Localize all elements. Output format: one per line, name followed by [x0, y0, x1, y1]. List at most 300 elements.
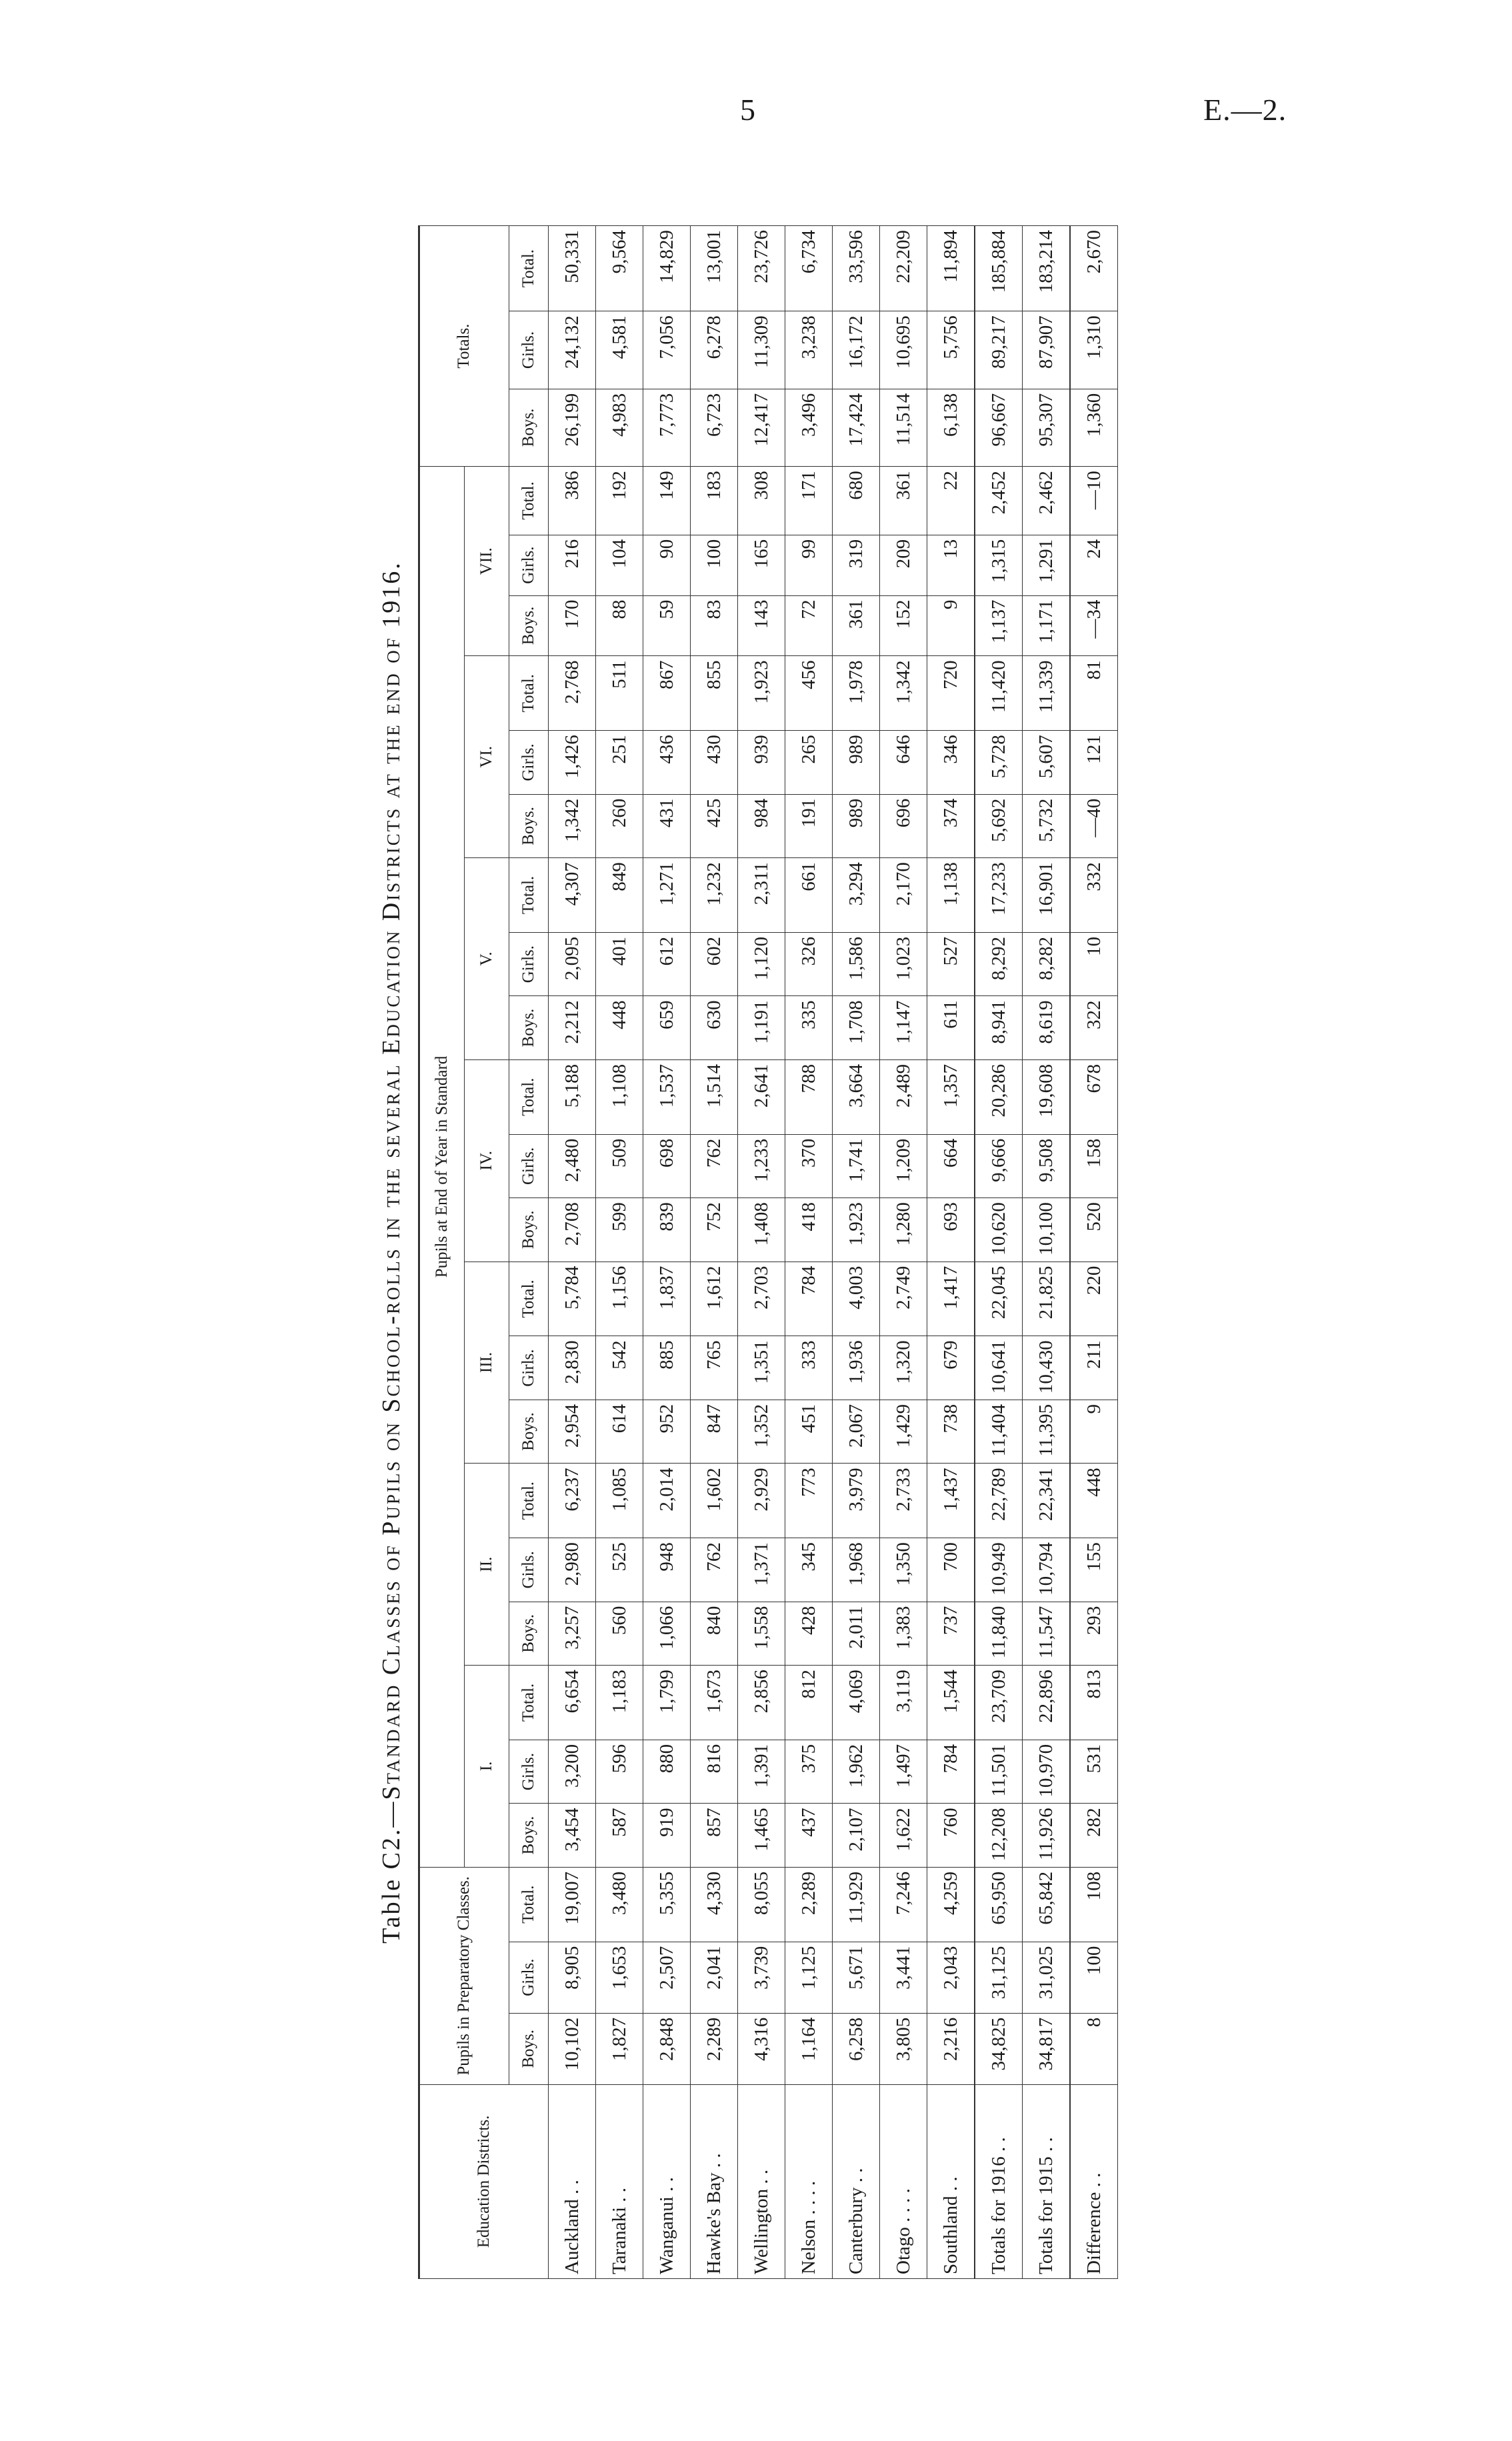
cell-total: 7,246: [880, 1867, 927, 1942]
document-code: E.—2.: [1203, 93, 1287, 127]
cell-girls: 1,653: [596, 1942, 643, 2013]
cell-boys: 10,102: [549, 2013, 596, 2084]
subheader-girls: Girls.: [509, 1942, 549, 2013]
cell-boys: 840: [691, 1602, 738, 1665]
cell-boys: 437: [785, 1804, 833, 1867]
cell-total: 2,462: [1023, 467, 1071, 535]
leader-dots: . .: [655, 2177, 677, 2197]
subheader-girls: Girls.: [509, 1134, 549, 1197]
cell-total: 3,294: [833, 858, 880, 933]
cell-total: 2,641: [738, 1059, 785, 1134]
cell-girls: 2,980: [549, 1538, 596, 1602]
cell-girls: 612: [643, 932, 691, 995]
cell-total: 1,357: [927, 1059, 975, 1134]
cell-girls: 11,309: [738, 311, 785, 389]
cell-boys: 2,107: [833, 1804, 880, 1867]
cell-total: 855: [691, 656, 738, 731]
cell-girls: 100: [691, 535, 738, 595]
cell-girls: 1,936: [833, 1336, 880, 1400]
cell-boys: 448: [596, 996, 643, 1059]
cell-girls: 90: [643, 535, 691, 595]
subheader-row: [509, 226, 549, 2279]
cell-girls: 885: [643, 1336, 691, 1400]
cell-boys: 418: [785, 1198, 833, 1262]
cell-girls: 765: [691, 1336, 738, 1400]
cell-total: 4,069: [833, 1666, 880, 1740]
cell-total: 1,085: [596, 1464, 643, 1538]
cell-girls: 525: [596, 1538, 643, 1602]
district-label: Canterbury: [845, 2187, 867, 2274]
cell-total: 2,289: [785, 1867, 833, 1942]
district-label: Difference: [1083, 2192, 1105, 2274]
cell-boys: 1,408: [738, 1198, 785, 1262]
district-name: [643, 2084, 691, 2278]
leader-dots: . .: [939, 2176, 961, 2196]
cell-boys: —40: [1070, 794, 1118, 857]
district-label: Auckland: [561, 2199, 583, 2274]
subheader-boys: Boys.: [509, 2013, 549, 2084]
subheader-boys: Boys.: [509, 794, 549, 857]
cell-total: 680: [833, 467, 880, 535]
cell-boys: 8,619: [1023, 996, 1071, 1059]
cell-total: 220: [1070, 1262, 1118, 1336]
cell-girls: 155: [1070, 1538, 1118, 1602]
cell-girls: 375: [785, 1740, 833, 1803]
district-label: Wanganui: [655, 2196, 677, 2274]
cell-girls: 10,970: [1023, 1740, 1071, 1803]
header-standard-vi: VI.: [465, 656, 509, 858]
cell-girls: 2,480: [549, 1134, 596, 1197]
cell-girls: 1,586: [833, 932, 880, 995]
cell-girls: 1,023: [880, 932, 927, 995]
cell-total: 4,259: [927, 1867, 975, 1942]
cell-total: 22,341: [1023, 1464, 1071, 1538]
cell-girls: 5,728: [975, 731, 1023, 794]
cell-total: 1,183: [596, 1666, 643, 1740]
subheader-total: Total.: [509, 226, 549, 311]
cell-boys: 1,360: [1070, 389, 1118, 466]
header-education-districts: Education Districts.: [419, 2084, 549, 2278]
cell-boys: 59: [643, 595, 691, 656]
table-row: [833, 226, 880, 2279]
cell-total: 812: [785, 1666, 833, 1740]
cell-boys: 1,352: [738, 1400, 785, 1463]
cell-girls: 8,905: [549, 1942, 596, 2013]
cell-total: 308: [738, 467, 785, 535]
header-standard-iv: IV.: [465, 1059, 509, 1262]
subheader-boys: Boys.: [509, 595, 549, 656]
cell-total: 23,726: [738, 226, 785, 311]
cell-total: 2,749: [880, 1262, 927, 1336]
cell-total: 1,138: [927, 858, 975, 933]
subheader-total: Total.: [509, 1666, 549, 1740]
leader-dots: . .: [561, 2180, 583, 2200]
cell-girls: 1,310: [1070, 311, 1118, 389]
header-standard-v: V.: [465, 858, 509, 1060]
cell-total: 2,311: [738, 858, 785, 933]
cell-girls: 430: [691, 731, 738, 794]
cell-girls: 16,172: [833, 311, 880, 389]
cell-girls: 9,508: [1023, 1134, 1071, 1197]
cell-girls: 158: [1070, 1134, 1118, 1197]
cell-total: 2,733: [880, 1464, 927, 1538]
cell-boys: 10,620: [975, 1198, 1023, 1262]
subheader-total: Total.: [509, 1059, 549, 1134]
district-name: [880, 2084, 927, 2278]
cell-boys: 152: [880, 595, 927, 656]
cell-boys: 984: [738, 794, 785, 857]
cell-girls: 527: [927, 932, 975, 995]
cell-total: 5,188: [549, 1059, 596, 1134]
cell-boys: 260: [596, 794, 643, 857]
cell-girls: 698: [643, 1134, 691, 1197]
cell-girls: 216: [549, 535, 596, 595]
cell-boys: 737: [927, 1602, 975, 1665]
cell-girls: 11,501: [975, 1740, 1023, 1803]
cell-boys: 2,216: [927, 2013, 975, 2084]
cell-girls: 24,132: [549, 311, 596, 389]
cell-total: 22,896: [1023, 1666, 1071, 1740]
cell-total: 108: [1070, 1867, 1118, 1942]
cell-total: 11,929: [833, 1867, 880, 1942]
cell-total: 1,602: [691, 1464, 738, 1538]
district-name: [691, 2084, 738, 2278]
cell-total: 1,544: [927, 1666, 975, 1740]
cell-total: 149: [643, 467, 691, 535]
cell-girls: 531: [1070, 1740, 1118, 1803]
cell-total: 1,978: [833, 656, 880, 731]
cell-girls: 13: [927, 535, 975, 595]
cell-total: 788: [785, 1059, 833, 1134]
cell-total: 6,237: [549, 1464, 596, 1538]
cell-total: 2,014: [643, 1464, 691, 1538]
cell-boys: 2,708: [549, 1198, 596, 1262]
cell-boys: 2,848: [643, 2013, 691, 2084]
table-row: [785, 226, 833, 2279]
cell-girls: 646: [880, 731, 927, 794]
leader-dots: . .: [750, 2169, 772, 2189]
cell-total: —10: [1070, 467, 1118, 535]
cell-boys: 1,164: [785, 2013, 833, 2084]
cell-girls: 948: [643, 1538, 691, 1602]
cell-boys: 7,773: [643, 389, 691, 466]
cell-boys: 83: [691, 595, 738, 656]
district-label: Hawke's Bay: [703, 2172, 725, 2274]
subheader-total: Total.: [509, 1867, 549, 1942]
cell-girls: 1,962: [833, 1740, 880, 1803]
cell-total: 386: [549, 467, 596, 535]
cell-girls: 784: [927, 1740, 975, 1803]
subheader-girls: Girls.: [509, 311, 549, 389]
cell-total: 17,233: [975, 858, 1023, 933]
cell-total: 20,286: [975, 1059, 1023, 1134]
cell-boys: 72: [785, 595, 833, 656]
header-preparatory-classes: Pupils in Preparatory Classes.: [419, 1867, 509, 2084]
district-name: [549, 2084, 596, 2278]
cell-girls: 1,391: [738, 1740, 785, 1803]
cell-girls: 24: [1070, 535, 1118, 595]
cell-girls: 345: [785, 1538, 833, 1602]
cell-total: 6,654: [549, 1666, 596, 1740]
cell-boys: 611: [927, 996, 975, 1059]
cell-boys: 693: [927, 1198, 975, 1262]
cell-total: 784: [785, 1262, 833, 1336]
cell-boys: 10,100: [1023, 1198, 1071, 1262]
subheader-boys: Boys.: [509, 1804, 549, 1867]
cell-boys: 9: [927, 595, 975, 656]
cell-total: 1,232: [691, 858, 738, 933]
cell-boys: 560: [596, 1602, 643, 1665]
cell-girls: 436: [643, 731, 691, 794]
cell-girls: 10,695: [880, 311, 927, 389]
header-totals: Totals.: [419, 226, 509, 467]
cell-boys: 451: [785, 1400, 833, 1463]
subheader-boys: Boys.: [509, 996, 549, 1059]
cell-girls: 1,371: [738, 1538, 785, 1602]
header-standard-i: I.: [465, 1666, 509, 1868]
subheader-girls: Girls.: [509, 731, 549, 794]
cell-total: 22,209: [880, 226, 927, 311]
cell-boys: 5,732: [1023, 794, 1071, 857]
cell-boys: 8: [1070, 2013, 1118, 2084]
cell-girls: 880: [643, 1740, 691, 1803]
cell-girls: 165: [738, 535, 785, 595]
cell-boys: 696: [880, 794, 927, 857]
cell-total: 22: [927, 467, 975, 535]
cell-girls: 333: [785, 1336, 833, 1400]
cell-boys: 4,316: [738, 2013, 785, 2084]
cell-girls: 1,209: [880, 1134, 927, 1197]
table-row: [880, 226, 927, 2279]
cell-boys: 9: [1070, 1400, 1118, 1463]
cell-total: 3,119: [880, 1666, 927, 1740]
cell-total: 171: [785, 467, 833, 535]
cell-girls: 2,095: [549, 932, 596, 995]
cell-total: 1,108: [596, 1059, 643, 1134]
cell-boys: 12,417: [738, 389, 785, 466]
cell-total: 5,355: [643, 1867, 691, 1942]
cell-girls: 596: [596, 1740, 643, 1803]
cell-boys: 1,923: [833, 1198, 880, 1262]
header-pupils-in-standard: Pupils at End of Year in Standard: [419, 467, 465, 1868]
table-row: [691, 226, 738, 2279]
cell-boys: 11,395: [1023, 1400, 1071, 1463]
cell-total: 5,784: [549, 1262, 596, 1336]
district-name: [833, 2084, 880, 2278]
cell-boys: 11,404: [975, 1400, 1023, 1463]
cell-boys: —34: [1070, 595, 1118, 656]
subheader-total: Total.: [509, 1464, 549, 1538]
cell-girls: 664: [927, 1134, 975, 1197]
cell-boys: 322: [1070, 996, 1118, 1059]
subheader-girls: Girls.: [509, 535, 549, 595]
cell-total: 3,979: [833, 1464, 880, 1538]
cell-boys: 34,817: [1023, 2013, 1071, 2084]
cell-girls: 346: [927, 731, 975, 794]
cell-total: 661: [785, 858, 833, 933]
cell-girls: 4,581: [596, 311, 643, 389]
cell-boys: 952: [643, 1400, 691, 1463]
leader-dots: . .: [703, 2153, 725, 2173]
cell-boys: 3,454: [549, 1804, 596, 1867]
district-name: [975, 2084, 1023, 2278]
cell-girls: 3,739: [738, 1942, 785, 2013]
district-name: [738, 2084, 785, 2278]
table-title-prefix: Table C2.—: [377, 1800, 405, 1944]
cell-boys: 11,840: [975, 1602, 1023, 1665]
cell-boys: 6,258: [833, 2013, 880, 2084]
cell-boys: 11,926: [1023, 1804, 1071, 1867]
cell-boys: 1,465: [738, 1804, 785, 1867]
leader-dots: . .: [1083, 2172, 1105, 2192]
cell-boys: 428: [785, 1602, 833, 1665]
cell-total: 4,003: [833, 1262, 880, 1336]
cell-boys: 3,496: [785, 389, 833, 466]
leader-dots: . . . .: [892, 2188, 914, 2228]
cell-boys: 95,307: [1023, 389, 1071, 466]
cell-girls: 509: [596, 1134, 643, 1197]
cell-total: 448: [1070, 1464, 1118, 1538]
cell-girls: 1,291: [1023, 535, 1071, 595]
district-label: Wellington: [750, 2188, 772, 2274]
cell-boys: 738: [927, 1400, 975, 1463]
cell-girls: 542: [596, 1336, 643, 1400]
cell-total: 183: [691, 467, 738, 535]
cell-total: 1,673: [691, 1666, 738, 1740]
cell-girls: 7,056: [643, 311, 691, 389]
cell-girls: 265: [785, 731, 833, 794]
cell-girls: 211: [1070, 1336, 1118, 1400]
cell-boys: 6,138: [927, 389, 975, 466]
cell-girls: 2,830: [549, 1336, 596, 1400]
cell-total: 773: [785, 1464, 833, 1538]
cell-girls: 1,968: [833, 1538, 880, 1602]
cell-total: 22,789: [975, 1464, 1023, 1538]
cell-total: 1,514: [691, 1059, 738, 1134]
cell-total: 720: [927, 656, 975, 731]
cell-total: 1,799: [643, 1666, 691, 1740]
cell-boys: 1,066: [643, 1602, 691, 1665]
cell-girls: 326: [785, 932, 833, 995]
cell-total: 3,664: [833, 1059, 880, 1134]
cell-total: 1,537: [643, 1059, 691, 1134]
cell-total: 50,331: [549, 226, 596, 311]
table-header: [419, 226, 549, 2279]
cell-total: 2,170: [880, 858, 927, 933]
cell-girls: 1,497: [880, 1740, 927, 1803]
cell-total: 1,837: [643, 1262, 691, 1336]
subheader-boys: Boys.: [509, 389, 549, 466]
cell-girls: 8,282: [1023, 932, 1071, 995]
district-name: [927, 2084, 975, 2278]
district-name: [596, 2084, 643, 2278]
cell-total: 19,007: [549, 1867, 596, 1942]
cell-girls: 2,043: [927, 1942, 975, 2013]
cell-girls: 319: [833, 535, 880, 595]
subheader-total: Total.: [509, 467, 549, 535]
cell-boys: 630: [691, 996, 738, 1059]
subheader-girls: Girls.: [509, 1538, 549, 1602]
district-label: Totals for 1915: [1035, 2156, 1057, 2274]
cell-girls: 939: [738, 731, 785, 794]
cell-boys: 1,708: [833, 996, 880, 1059]
header-standard-iii: III.: [465, 1262, 509, 1464]
table-row: [549, 226, 596, 2279]
cell-boys: 752: [691, 1198, 738, 1262]
cell-total: 1,612: [691, 1262, 738, 1336]
cell-total: 1,417: [927, 1262, 975, 1336]
cell-total: 8,055: [738, 1867, 785, 1942]
table-row: [927, 226, 975, 2279]
district-name: [1023, 2084, 1071, 2278]
cell-girls: 1,233: [738, 1134, 785, 1197]
cell-total: 185,884: [975, 226, 1023, 311]
cell-boys: 587: [596, 1804, 643, 1867]
cell-total: 11,339: [1023, 656, 1071, 731]
rotated-table-page: [377, 225, 1130, 2279]
subheader-boys: Boys.: [509, 1602, 549, 1665]
cell-total: 65,842: [1023, 1867, 1071, 1942]
cell-boys: 3,257: [549, 1602, 596, 1665]
leader-dots: . .: [1035, 2137, 1057, 2157]
cell-boys: 361: [833, 595, 880, 656]
leader-dots: . . . .: [797, 2180, 819, 2220]
cell-girls: 89,217: [975, 311, 1023, 389]
district-label: Otago: [892, 2227, 914, 2274]
cell-boys: 1,147: [880, 996, 927, 1059]
cell-total: 849: [596, 858, 643, 933]
cell-boys: 1,827: [596, 2013, 643, 2084]
cell-girls: 3,200: [549, 1740, 596, 1803]
cell-girls: 10,949: [975, 1538, 1023, 1602]
cell-boys: 599: [596, 1198, 643, 1262]
cell-girls: 209: [880, 535, 927, 595]
cell-girls: 3,441: [880, 1942, 927, 2013]
cell-total: 19,608: [1023, 1059, 1071, 1134]
cell-boys: 431: [643, 794, 691, 857]
cell-girls: 121: [1070, 731, 1118, 794]
cell-total: 23,709: [975, 1666, 1023, 1740]
cell-total: 33,596: [833, 226, 880, 311]
table-row: [1023, 226, 1071, 2279]
cell-boys: 12,208: [975, 1804, 1023, 1867]
cell-girls: 679: [927, 1336, 975, 1400]
cell-total: 1,342: [880, 656, 927, 731]
leader-dots: . .: [845, 2168, 867, 2188]
cell-girls: 816: [691, 1740, 738, 1803]
table-row: [738, 226, 785, 2279]
cell-boys: 1,342: [549, 794, 596, 857]
cell-total: 21,825: [1023, 1262, 1071, 1336]
cell-boys: 520: [1070, 1198, 1118, 1262]
subheader-girls: Girls.: [509, 932, 549, 995]
cell-total: 65,950: [975, 1867, 1023, 1942]
cell-total: 14,829: [643, 226, 691, 311]
table-title-text: Standard Classes of Pupils on School-rolls in the several Education Districts at the end of 1916.: [377, 561, 405, 1800]
cell-girls: 700: [927, 1538, 975, 1602]
cell-total: 11,420: [975, 656, 1023, 731]
district-label: Nelson: [797, 2219, 819, 2274]
cell-boys: 1,558: [738, 1602, 785, 1665]
district-name: [785, 2084, 833, 2278]
cell-total: 9,564: [596, 226, 643, 311]
district-label: Taranaki: [608, 2206, 630, 2274]
cell-boys: 847: [691, 1400, 738, 1463]
cell-girls: 1,350: [880, 1538, 927, 1602]
subheader-girls: Girls.: [509, 1336, 549, 1400]
cell-total: 456: [785, 656, 833, 731]
cell-total: 511: [596, 656, 643, 731]
